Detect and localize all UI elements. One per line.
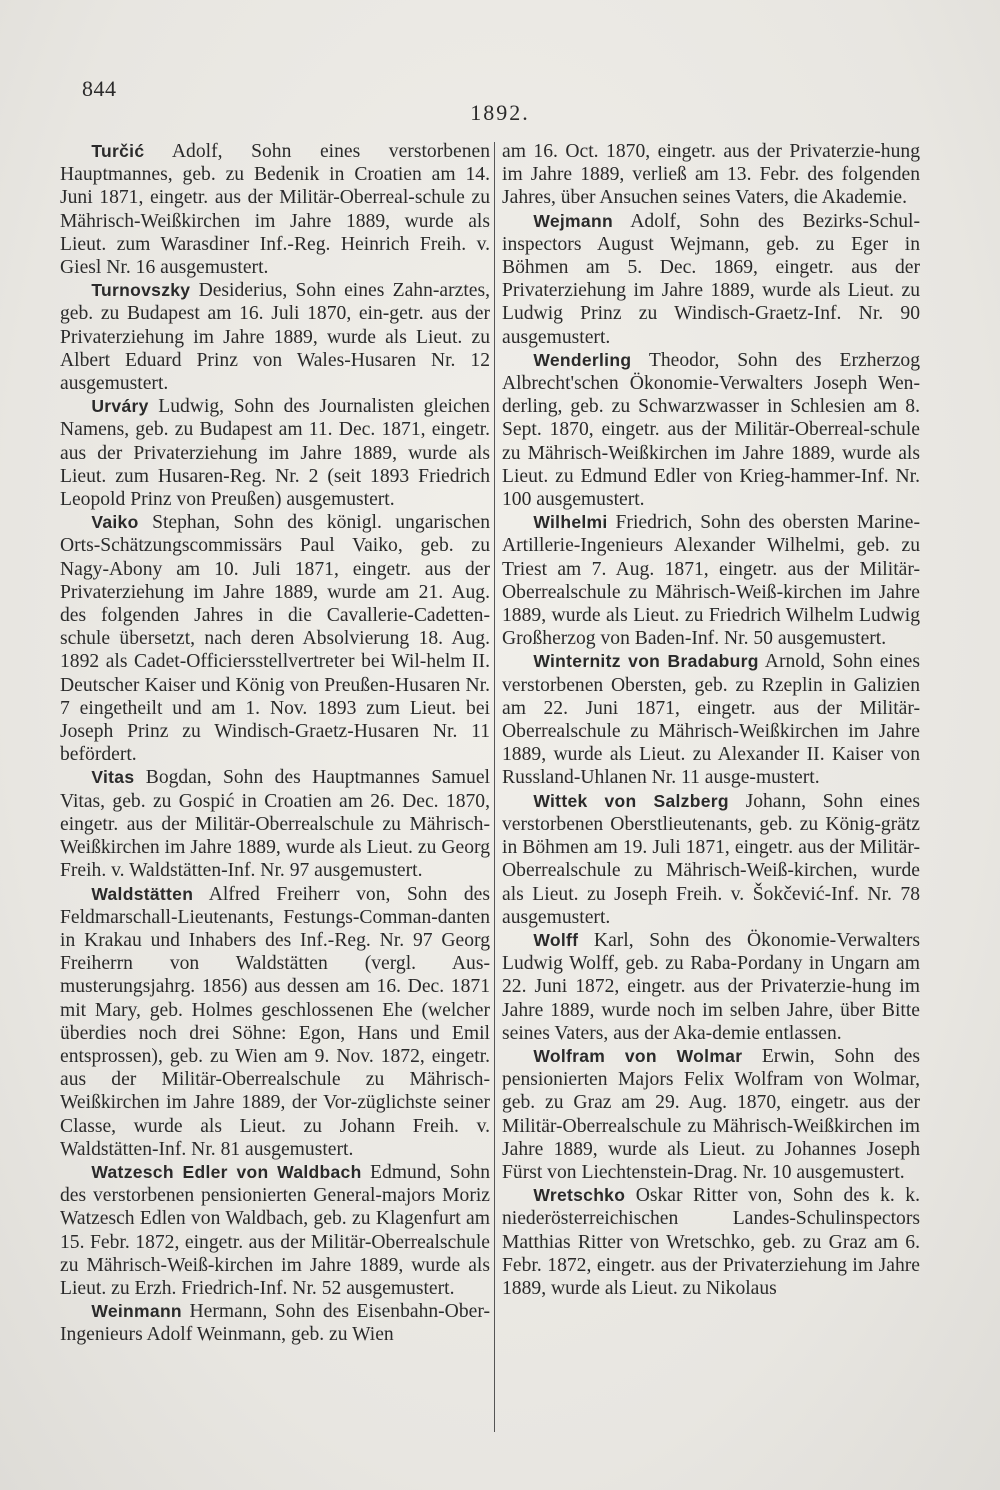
entry-name: Turčić: [91, 141, 145, 161]
entry-wenderling: [502, 349, 920, 511]
entry-name: Weinmann: [91, 1301, 182, 1322]
entry-name: Wretschko: [533, 1185, 626, 1206]
entry-name: Wolff: [533, 929, 579, 950]
page-header-year: 1892.: [470, 100, 530, 125]
entry-text: Erwin, Sohn des pensionierten Majors Felix Wolfram von Wolmar, geb. zu Graz am 29. Aug. 1870, eingetr. aus der Militär-Oberrealschule zu Mährisch-Weißkirchen im Jahre 1889, wurde als Lieut. zu Johannes Joseph Fürst von Liechtenstein-Drag. Nr. 10 ausgemustert.: [502, 1045, 920, 1183]
entry-wolfram: [502, 1045, 920, 1184]
entry-name: Urváry: [91, 396, 149, 417]
entry-text: Theodor, Sohn des Erzherzog Albrecht'schen Ökonomie-Verwalters Joseph Wen-derling, geb. zu Schwarzwasser in Schlesien am 8. Sept. 1870, eingetr. aus der Militär-Oberreal-schule zu Mährisch-Weißkirchen im Jahre 1889, wurde als Lieut. zu Edmund Edler von Krieg-hammer-Inf. Nr. 100 ausgemustert.: [502, 349, 921, 511]
page-number: 844: [82, 76, 117, 101]
entry-name: Wejmann: [533, 210, 613, 231]
entry-wretschko: [502, 1184, 920, 1300]
entry-name: Watzesch Edler von Waldbach: [91, 1161, 362, 1182]
entry-text: Arnold, Sohn eines verstorbenen Obersten, geb. zu Rzeplin in Galizien am 22. Juni 1871, eingetr. aus der Militär-Oberrealschule zu Mährisch-Weißkirchen im Jahre 1889, wurde als Lieut. zu Alexander II. Kaiser von Russland-Uhlanen Nr. 11 ausge-mustert.: [502, 651, 920, 789]
left-column: [60, 140, 490, 1347]
entry-text: Bogdan, Sohn des Hauptmannes Samuel Vitas, geb. zu Gospić in Croatien am 26. Dec. 1870, eingetr. aus der Militär-Oberrealschule zu Mährisch-Weißkirchen im Jahre 1889, wurde als Lieut. zu Georg Freih. v. Waldstätten-Inf. Nr. 97 ausgemustert.: [60, 767, 490, 882]
entry-name: Wenderling: [533, 349, 632, 370]
entry-name: Turnovszky: [91, 280, 191, 301]
entry-wejmann: [502, 210, 920, 349]
entry-name: Vitas: [91, 767, 135, 788]
entry-waldstaetten: [60, 883, 490, 1161]
entry-text: Oskar Ritter von, Sohn des k. k. niederösterreichischen Landes-Schulinspectors Matthias Ritter von Wretschko, geb. zu Graz am 6. Febr. 1872, eingetr. aus der Privaterziehung im Jahre 1889, wurde als Lieut. zu Nikolaus: [502, 1185, 920, 1299]
entry-text: Johann, Sohn eines verstorbenen Oberstlieutenants, geb. zu König-grätz in Böhmen am 19. Juli 1871, eingetr. aus der Militär-Oberrealschule zu Mährisch-Weiß-kirchen, wurde als Lieut. zu Joseph Freih. v. Šokčević-Inf. Nr. 78 ausgemustert.: [502, 790, 920, 928]
entry-text: Adolf, Sohn eines verstorbenen Hauptmannes, geb. zu Bedenik in Croatien am 14. Juni 1871, eingetr. aus der Militär-Oberreal-schule zu Mährisch-Weißkirchen im Jahre 1889, wurde als Lieut. zum Warasdiner Inf.-Reg. Heinrich Freih. v. Giesl Nr. 16 ausgemustert.: [60, 141, 491, 279]
entry-text: Alfred Freiherr von, Sohn des Feldmarschall-Lieutenants, Festungs-Comman-danten in Krakau und Inhabers des Inf.-Reg. Nr. 97 Georg Freiherrn von Waldstätten (vergl. Aus-musterungsjahrg. 1856) aus dessen am 16. Dec. 1871 mit Mary, geb. Holmes geschlossenen Ehe (welcher überdies noch drei Söhne: Egon, Hans und Emil entsprossen), geb. zu Wien am 9. Nov. 1872, eingetr. aus der Militär-Oberrealschule zu Mährisch-Weißkirchen im Jahre 1889, der Vor-züglichste seiner Classe, wurde als Lieut. zu Johann Freih. v. Waldstätten-Inf. Nr. 81 ausgemustert.: [60, 883, 490, 1160]
column-divider: [494, 142, 495, 1432]
entry-text: Hermann, Sohn des Eisenbahn-Ober-Ingenieurs Adolf Weinmann, geb. zu Wien: [60, 1301, 490, 1346]
entry-text: Edmund, Sohn des verstorbenen pensionierten General-majors Moriz Watzesch Edlen von Waldbach, geb. zu Klagenfurt am 15. Febr. 1872, eingetr. aus der Militär-Oberrealschule zu Mährisch-Weiß-kirchen im Jahre 1889, wurde als Lieut. zu Erzh. Friedrich-Inf. Nr. 52 ausgemustert.: [60, 1161, 490, 1299]
entry-name: Vaiko: [91, 512, 139, 533]
entry-name: Winternitz von Bradaburg: [533, 651, 759, 672]
entry-vaiko: [60, 511, 490, 766]
entry-turcic: [60, 140, 490, 279]
entry-wolff: [502, 929, 920, 1045]
entry-wilhelmi: [502, 511, 920, 650]
entry-turnovszky: [60, 279, 490, 395]
entry-text: Stephan, Sohn des königl. ungarischen Orts-Schätzungscommissärs Paul Vaiko, geb. zu Nagy-Abony am 10. Juli 1871, eingetr. aus der Privaterziehung im Jahre 1889, wurde am 21. Aug. des folgenden Jahres in die Cavallerie-Cadetten-schule übersetzt, nach deren Absolvierung 18. Aug. 1892 als Cadet-Officiersstellvertreter bei Wil-helm II. Deutscher Kaiser und König von Preußen-Husaren Nr. 7 eingetheilt und am 1. Nov. 1893 zum Lieut. bei Joseph Prinz zu Windisch-Graetz-Husaren Nr. 11 befördert.: [60, 512, 490, 766]
entry-weinmann: [60, 1300, 490, 1346]
entry-text: Desiderius, Sohn eines Zahn-arztes, geb. zu Budapest am 16. Juli 1870, ein-getr. aus der Privaterziehung im Jahre 1889, wurde als Lieut. zu Albert Eduard Prinz von Wales-Husaren Nr. 12 ausgemustert.: [60, 280, 490, 395]
entry-urvary: [60, 395, 490, 511]
entry-name: Wittek von Salzberg: [533, 790, 729, 811]
entry-name: Wolfram von Wolmar: [533, 1045, 743, 1066]
entry-wittek: [502, 790, 920, 929]
entry-name: Waldstätten: [91, 883, 194, 904]
right-column: [502, 140, 920, 1300]
entry-text: Karl, Sohn des Ökonomie-Verwalters Ludwig Wolff, geb. zu Raba-Pordany in Ungarn am 22. Juni 1872, eingetr. aus der Privaterzie-hung im Jahre 1889, wurde noch im selben Jahre, über Bitte seines Vaters, aus der Aka-demie entlassen.: [502, 929, 920, 1044]
entry-weinmann-continuation: am 16. Oct. 1870, eingetr. aus der Privaterzie-hung im Jahre 1889, verließ am 13. Febr. des folgenden Jahres, über Ansuchen seines Vaters, die Akademie.: [502, 141, 920, 209]
entry-winternitz: [502, 650, 920, 789]
entry-text: Friedrich, Sohn des obersten Marine-Artillerie-Ingenieurs Alexander Wilhelmi, geb. zu Triest am 7. Aug. 1871, eingetr. aus der Militär-Oberrealschule zu Mährisch-Weiß-kirchen im Jahre 1889, wurde als Lieut. zu Friedrich Wilhelm Ludwig Großherzog von Baden-Inf. Nr. 50 ausgemustert.: [502, 512, 920, 650]
entry-vitas: [60, 766, 490, 882]
entry-text: Adolf, Sohn des Bezirks-Schul-inspectors August Wejmann, geb. zu Eger in Böhmen am 5. Dec. 1869, eingetr. aus der Privaterziehung im Jahre 1889, wurde als Lieut. zu Ludwig Prinz zu Windisch-Graetz-Inf. Nr. 90 ausgemustert.: [502, 210, 921, 348]
entry-watzesch: [60, 1161, 490, 1300]
entry-name: Wilhelmi: [533, 512, 608, 533]
entry-text: Ludwig, Sohn des Journalisten gleichen Namens, geb. zu Budapest am 11. Dec. 1871, eingetr. aus der Privaterziehung im Jahre 1889, wurde als Lieut. zum Husaren-Reg. Nr. 2 (seit 1893 Friedrich Leopold Prinz von Preußen) ausgemustert.: [60, 396, 490, 511]
